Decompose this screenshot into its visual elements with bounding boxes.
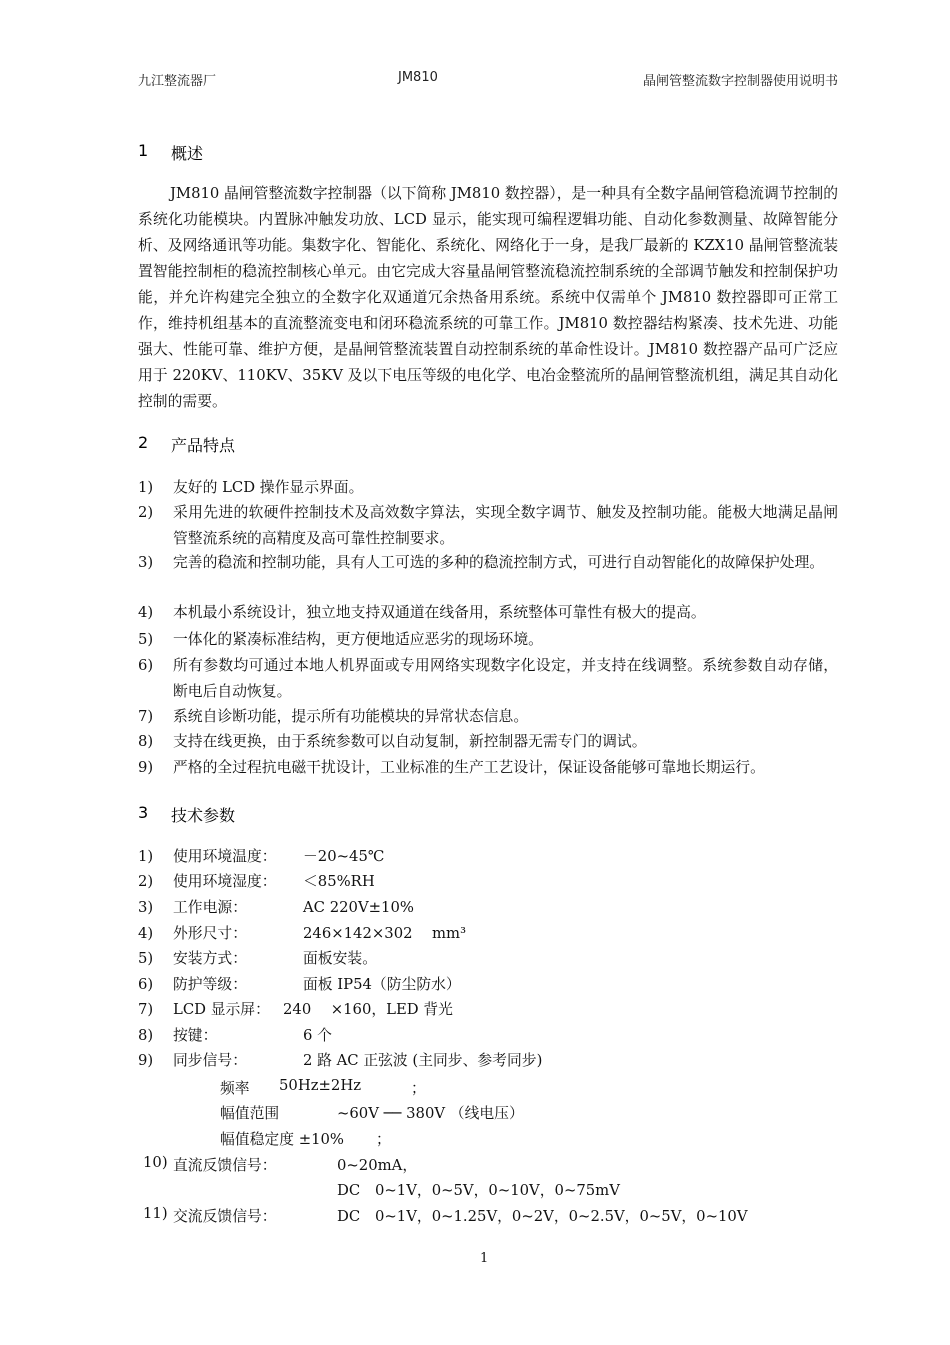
param-value: 240 ×160，LED 背光 xyxy=(283,1001,453,1018)
feature-item xyxy=(138,475,838,501)
feature-item xyxy=(138,704,838,730)
feature-item xyxy=(138,627,838,653)
param-number: 2) xyxy=(138,873,154,890)
param-number: 9) xyxy=(138,1052,154,1069)
param-number: 5) xyxy=(138,950,154,967)
feature-number: 8) xyxy=(138,733,154,750)
param-row xyxy=(138,972,838,997)
feature-text: 一体化的紧凑标准结构，更方便地适应恶劣的现场环境。 xyxy=(173,631,543,648)
sync-freq-end: ； xyxy=(411,1080,426,1097)
section-number: 3 xyxy=(138,803,149,822)
section-title: 概述 xyxy=(171,144,204,163)
param-row xyxy=(138,1048,838,1073)
param-row xyxy=(138,895,838,920)
param-value: 2 路 AC 正弦波 (主同步、参考同步) xyxy=(303,1052,543,1069)
param-number: 3) xyxy=(138,899,154,916)
section-title: 产品特点 xyxy=(171,436,236,455)
param-key: 防护等级： xyxy=(173,976,247,993)
param-key: 使用环境湿度： xyxy=(173,873,277,890)
feature-item xyxy=(138,500,838,552)
param-row xyxy=(138,921,838,946)
feature-text: 系统自诊断功能，提示所有功能模块的异常状态信息。 xyxy=(173,708,529,725)
section-number: 2 xyxy=(138,433,149,452)
param-value: ＜85%RH xyxy=(303,873,375,890)
header-left: 九江整流器厂 xyxy=(138,74,217,89)
param-value: 6 个 xyxy=(303,1027,332,1044)
feature-number: 9) xyxy=(138,759,154,776)
param-key: 安装方式： xyxy=(173,950,247,967)
param-number: 1) xyxy=(138,848,154,865)
feature-item xyxy=(138,600,838,626)
section-heading-3 xyxy=(138,803,338,825)
sync-range-label: 幅值范围 xyxy=(220,1105,280,1122)
sync-freq-value: 50Hz±2Hz xyxy=(279,1077,362,1094)
header-divider xyxy=(138,92,838,93)
section-heading-2 xyxy=(138,433,338,455)
overview-paragraph xyxy=(138,181,838,415)
feature-number: 7) xyxy=(138,708,154,725)
param-row xyxy=(138,869,838,894)
param-value: DC 0~1V，0~1.25V，0~2V，0~2.5V，0~5V，0~10V xyxy=(337,1208,748,1225)
param-number: 6) xyxy=(138,976,154,993)
sync-freq-label: 频率 xyxy=(220,1080,250,1097)
feature-text: 友好的 LCD 操作显示界面。 xyxy=(173,479,364,496)
feature-text: 支持在线更换，由于系统参数可以自动复制，新控制器无需专门的调试。 xyxy=(173,733,647,750)
param-key: 外形尺寸： xyxy=(173,925,247,942)
section-number: 1 xyxy=(138,141,149,160)
param-value: AC 220V±10% xyxy=(303,899,414,916)
feature-text: 完善的稳流和控制功能，具有人工可选的多种的稳流控制方式，可进行自动智能化的故障保护处理。 xyxy=(173,554,825,571)
feature-number: 1) xyxy=(138,479,154,496)
param-number: 4) xyxy=(138,925,154,942)
param-value: 246×142×302 mm³ xyxy=(303,925,467,942)
sync-stability-label: 幅值稳定度 ±10% xyxy=(220,1131,344,1148)
overview-text: JM810 晶闸管整流数字控制器（以下简称 JM810 数控器），是一种具有全数字晶闸管稳流调节控制的系统化功能模块。内置脉冲触发功放、LCD 显示，能实现可编程逻辑功能、自动化参数测量、故障智能分析、及网络通讯等功能。集数字化、智能化、系统化、网络化于一身，是我厂最新的 KZX10 晶闸管整流装置智能控制柜的稳流控制核心单元。由它完成大容量晶闸管整流稳流控制系统的全部调节触发和控制保护功能，并允许构建完全独立的全数字化双通道冗余热备用系统。系统中仅需单个 JM810 数控器即可正常工作，维持机组基本的直流整流变电和闭环稳流系统的可靠工作。JM810 数控器结构紧凑、技术先进、功能强大、性能可靠、维护方便，是晶闸管整流装置自动控制系统的革命性设计。JM810 数控器产品可广泛应用于 220KV、110KV、35KV 及以下电压等级的电化学、电冶金整流所的晶闸管整流机组，满足其自动化控制的需要。 xyxy=(138,185,838,410)
param-key: 按键： xyxy=(173,1027,218,1044)
feature-item xyxy=(138,550,838,576)
param-row xyxy=(138,997,838,1022)
param-key: 直流反馈信号： xyxy=(173,1157,277,1174)
feature-number: 5) xyxy=(138,631,154,648)
page-number: 1 xyxy=(480,1251,489,1266)
section-title: 技术参数 xyxy=(171,806,236,825)
header-right: 晶闸管整流数字控制器使用说明书 xyxy=(642,74,838,89)
param-number: 10) xyxy=(143,1154,168,1171)
param-number: 11) xyxy=(143,1205,168,1222)
param-row xyxy=(138,946,838,971)
feature-number: 2) xyxy=(138,504,154,521)
param-row xyxy=(138,1023,838,1048)
param-key: 交流反馈信号： xyxy=(173,1208,277,1225)
param-key: LCD 显示屏： xyxy=(173,1001,270,1018)
param-key: 使用环境温度： xyxy=(173,848,277,865)
feature-item xyxy=(138,729,838,755)
feature-text: 严格的全过程抗电磁干扰设计，工业标准的生产工艺设计，保证设备能够可靠地长期运行。 xyxy=(173,759,765,776)
feature-text: 采用先进的软硬件控制技术及高效数字算法，实现全数字调节、触发及控制功能。能极大地满足晶闸管整流系统的高精度及高可靠性控制要求。 xyxy=(173,504,838,547)
param-value: 面板 IP54（防尘防水） xyxy=(303,976,461,993)
param-value: 0~20mA， xyxy=(337,1157,418,1174)
sync-stability-end: ； xyxy=(376,1131,391,1148)
feature-text: 所有参数均可通过本地人机界面或专用网络实现数字化设定，并支持在线调整。系统参数自动存储，断电后自动恢复。 xyxy=(173,657,838,700)
param-key: 同步信号： xyxy=(173,1052,247,1069)
feature-number: 4) xyxy=(138,604,154,621)
sync-range-value: ~60V ── 380V （线电压） xyxy=(337,1105,524,1122)
feature-text: 本机最小系统设计，独立地支持双通道在线备用，系统整体可靠性有极大的提高。 xyxy=(173,604,706,621)
param-value: DC 0~1V，0~5V，0~10V，0~75mV xyxy=(337,1182,620,1199)
param-value: －20~45℃ xyxy=(303,848,385,865)
param-key: 工作电源： xyxy=(173,899,247,916)
feature-item xyxy=(138,755,838,781)
section-heading-1 xyxy=(138,141,338,163)
param-value: 面板安装。 xyxy=(303,950,377,967)
feature-item xyxy=(138,653,838,705)
param-number: 8) xyxy=(138,1027,154,1044)
feature-number: 6) xyxy=(138,657,154,674)
header-center: JM810 xyxy=(398,70,438,85)
feature-number: 3) xyxy=(138,554,154,571)
param-number: 7) xyxy=(138,1001,154,1018)
param-row xyxy=(138,844,838,869)
